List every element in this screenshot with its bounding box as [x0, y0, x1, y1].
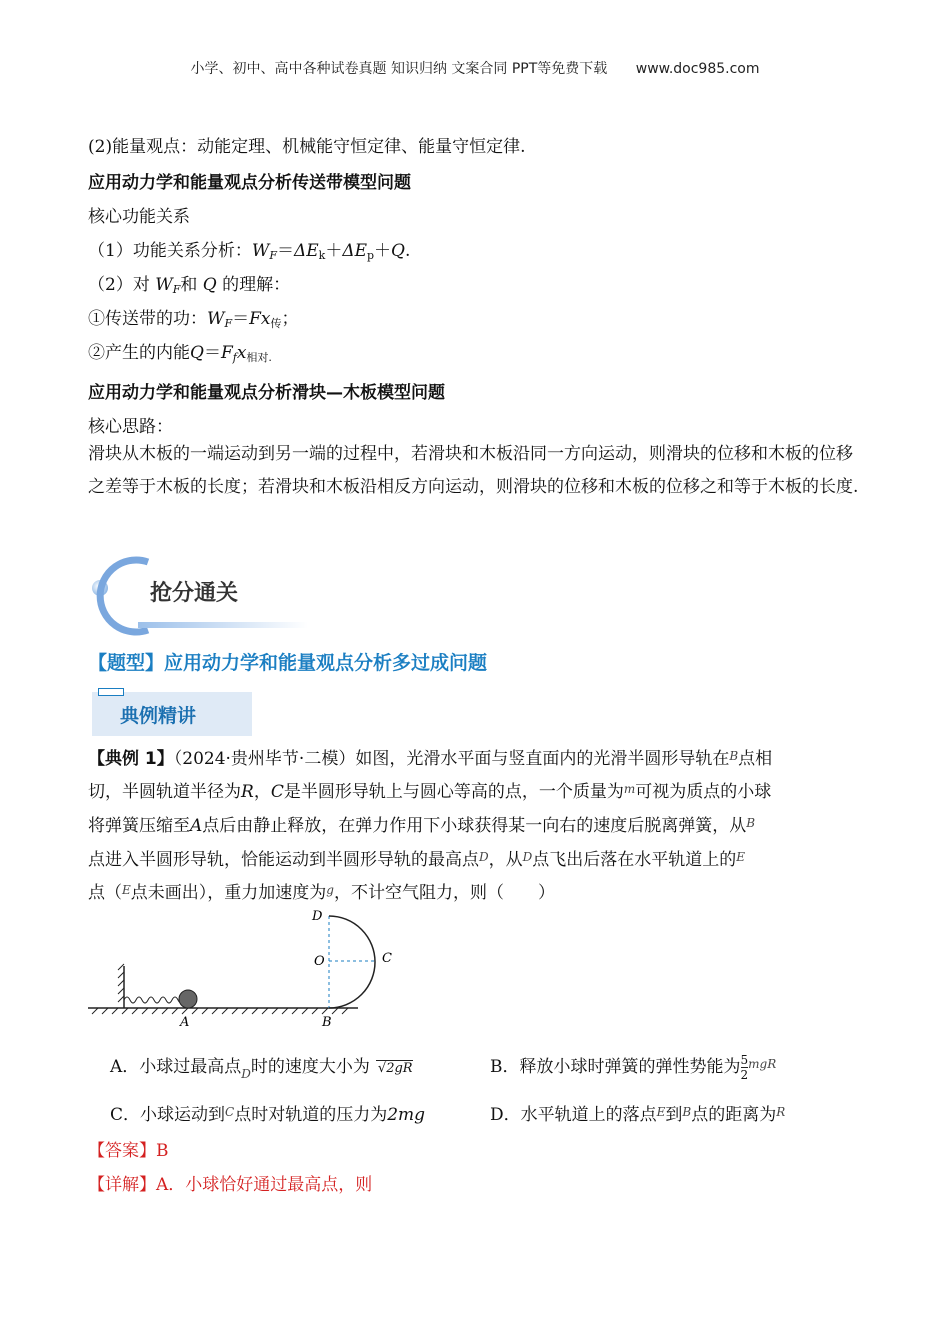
item-1: （1）功能关系分析：$W_F=\Delta E_k+\Delta E_p+Q$. [88, 241, 411, 262]
option-b[interactable] [490, 1052, 776, 1082]
example-line-3 [88, 811, 755, 836]
item-1-prefix: （1）功能关系分析： [88, 241, 252, 261]
sym-a: A [190, 816, 203, 836]
example-label-bar [98, 688, 124, 696]
sym-e1: E [736, 850, 746, 864]
option-b-text: B．释放小球时弹簧的弹性势能为 [490, 1057, 741, 1077]
example-line2-b: 是半圆形导轨上与圆心等高的点，一个质量为 [283, 782, 624, 802]
option-d[interactable] [490, 1100, 785, 1125]
question-type: 【题型】应用动力学和能量观点分析多过成问题 [88, 652, 488, 674]
sym-dep: ΔE [342, 241, 367, 261]
item-2-prefix: （2）对 [88, 275, 150, 295]
banner [88, 556, 308, 636]
sym-r2: R [776, 1105, 786, 1119]
item-2-mid: 和 [180, 275, 198, 295]
option-b-val: mgR [748, 1057, 777, 1071]
example-line2-c: 可视为质点的小球 [635, 782, 772, 802]
example-line-2: 切，半圆轨道半径为R，C是半圆形导轨上与圆心等高的点，一个质量为$^m$可视为质点的小球 [88, 782, 772, 802]
detail-text: A．小球恰好通过最高点，则 [156, 1175, 373, 1195]
sym-k-sub: k [318, 249, 326, 262]
option-b-den: 2 [740, 1068, 749, 1082]
label-o: O [314, 954, 325, 969]
option-c-text: C．小球运动到 [110, 1105, 226, 1125]
answer-value: B [156, 1141, 169, 1161]
option-a-val: 2gR [386, 1061, 413, 1076]
option-d-end: 点的距离为 [691, 1105, 777, 1125]
sym-p-sub: p [367, 249, 375, 262]
sym-c: C [270, 782, 284, 802]
header-text: 小学、初中、高中各种试卷真题 知识归纳 文案合同 PPT等免费下载 [190, 61, 608, 77]
option-b-fraction [741, 1053, 749, 1082]
detail [88, 1170, 372, 1195]
example-line4-text: 点进入半圆形导轨，恰能运动到半圆形导轨的最高点 [88, 850, 479, 870]
option-c-val: 2mg [387, 1105, 426, 1125]
example-line4-c: 点飞出后落在水平轨道上的 [532, 850, 737, 870]
sym-b2: B [746, 816, 756, 830]
option-c[interactable] [110, 1100, 425, 1125]
sym-q2: Q [202, 275, 217, 295]
sym-e2: E [122, 883, 131, 897]
sym-q3: Q [190, 343, 204, 363]
sym-d2: D [522, 850, 533, 864]
example-line5-c: ，不计空气阻力，则（ ） [333, 883, 555, 903]
example-line1-text: 如图，光滑水平面与竖直面内的光滑半圆形导轨在 [355, 749, 730, 769]
heading-slider: 应用动力学和能量观点分析滑块—木板模型问题 [88, 383, 445, 403]
sym-m: m [623, 782, 636, 796]
example-line-5 [88, 878, 555, 903]
option-c-mid: 点时对轨道的压力为 [234, 1105, 388, 1125]
answer [88, 1136, 169, 1161]
item-2-suffix: 的理解： [222, 275, 291, 295]
header-site[interactable]: www.doc985.com [635, 61, 760, 77]
ball [179, 990, 197, 1008]
label-b: B [322, 1015, 332, 1030]
sym-r: R [241, 782, 254, 802]
item-2 [88, 270, 290, 296]
label-a: A [180, 1015, 190, 1030]
example-line1-end: 点相 [738, 749, 773, 769]
banner-underline [138, 622, 308, 628]
core-relation: 核心功能关系 [88, 207, 190, 227]
sym-d1: D [479, 850, 489, 864]
sym-w: W [251, 241, 270, 261]
sym-d3: D [241, 1067, 251, 1081]
sym-dek: ΔE [293, 241, 319, 261]
example-label-box [92, 692, 252, 736]
semicircle-track [329, 916, 375, 1008]
circle-item-1: ①传送带的功：$W_F=Fx_传$； [88, 309, 299, 330]
banner-text: 抢分通关 [150, 581, 239, 606]
option-b-num: 5 [740, 1053, 749, 1067]
example-line4-b: ，从 [488, 850, 523, 870]
ground-hatching [92, 1008, 348, 1014]
option-d-text: D．水平轨道上的落点 [490, 1105, 657, 1125]
option-d-mid: 到 [665, 1105, 683, 1125]
paragraph-slider: 滑块从木板的一端运动到另一端的过程中，若滑块和木板沿同一方向运动，则滑块的位移和木板的位移之差等于木板的长度；若滑块和木板沿相反方向运动，则滑块的位移和木板的位移之和等于木板的长度. [88, 444, 859, 497]
sym-f-lower: f [232, 351, 237, 364]
detail-label: 【详解】 [88, 1175, 156, 1195]
line-energy: (2)能量观点：动能定理、机械能守恒定律、能量守恒定律. [88, 137, 526, 157]
wall-hatching [118, 964, 124, 1002]
example-line-1 [88, 744, 772, 769]
sym-f-sub: F [269, 249, 277, 262]
sym-f-sub2: F [172, 283, 181, 296]
sub-chuan: 传 [270, 317, 282, 330]
circle-item-1-text: ①传送带的功： [88, 309, 207, 329]
example-line-4 [88, 845, 745, 870]
banner-arc-icon [100, 560, 148, 632]
option-a-text: A．小球过最高点 [110, 1057, 242, 1077]
option-a[interactable] [110, 1052, 413, 1081]
example-line5-a: 点（ [88, 883, 122, 903]
page-header [0, 58, 950, 78]
sym-c2: C [225, 1105, 235, 1119]
example-line5-b: 点未画出），重力加速度为 [130, 883, 327, 903]
circle-item-2-text: ②产生的内能 [88, 343, 190, 363]
sym-e3: E [656, 1105, 666, 1119]
sym-x: x [236, 343, 247, 363]
example-tag: 【典例 1】 [88, 749, 174, 769]
sym-f-sub3: F [224, 317, 233, 330]
sym-b1: B [729, 749, 739, 763]
example-source: （2024·贵州毕节·二模） [173, 749, 356, 769]
option-a-sqrt: √2gR [377, 1061, 413, 1076]
sym-ff: F [220, 343, 233, 363]
sym-b3: B [682, 1105, 692, 1119]
example-line2-text: 切，半圆轨道半径为 [88, 782, 241, 802]
sym-w3: W [207, 309, 225, 329]
sym-q: Q [391, 241, 405, 261]
answer-label: 【答案】 [88, 1141, 156, 1161]
example-line3-b: 点后由静止释放，在弹力作用下小球获得某一向右的速度后脱离弹簧，从 [202, 816, 747, 836]
example-line3-text: 将弹簧压缩至 [88, 816, 190, 836]
label-d: D [312, 909, 323, 924]
physics-figure [88, 904, 428, 1034]
sym-w2: W [155, 275, 173, 295]
sym-fx: Fx [249, 309, 271, 329]
sub-xiangdui: 相对. [246, 351, 272, 364]
label-c: C [382, 951, 392, 966]
example-label: 典例精讲 [120, 705, 197, 727]
sym-g: g [326, 883, 334, 897]
core-idea: 核心思路： [88, 417, 173, 437]
heading-conveyor: 应用动力学和能量观点分析传送带模型问题 [88, 173, 411, 193]
option-a-mid: 时的速度大小为 [250, 1057, 370, 1077]
circle-item-2: ②产生的内能$Q=F_fx_{相对.}$ [88, 343, 272, 364]
